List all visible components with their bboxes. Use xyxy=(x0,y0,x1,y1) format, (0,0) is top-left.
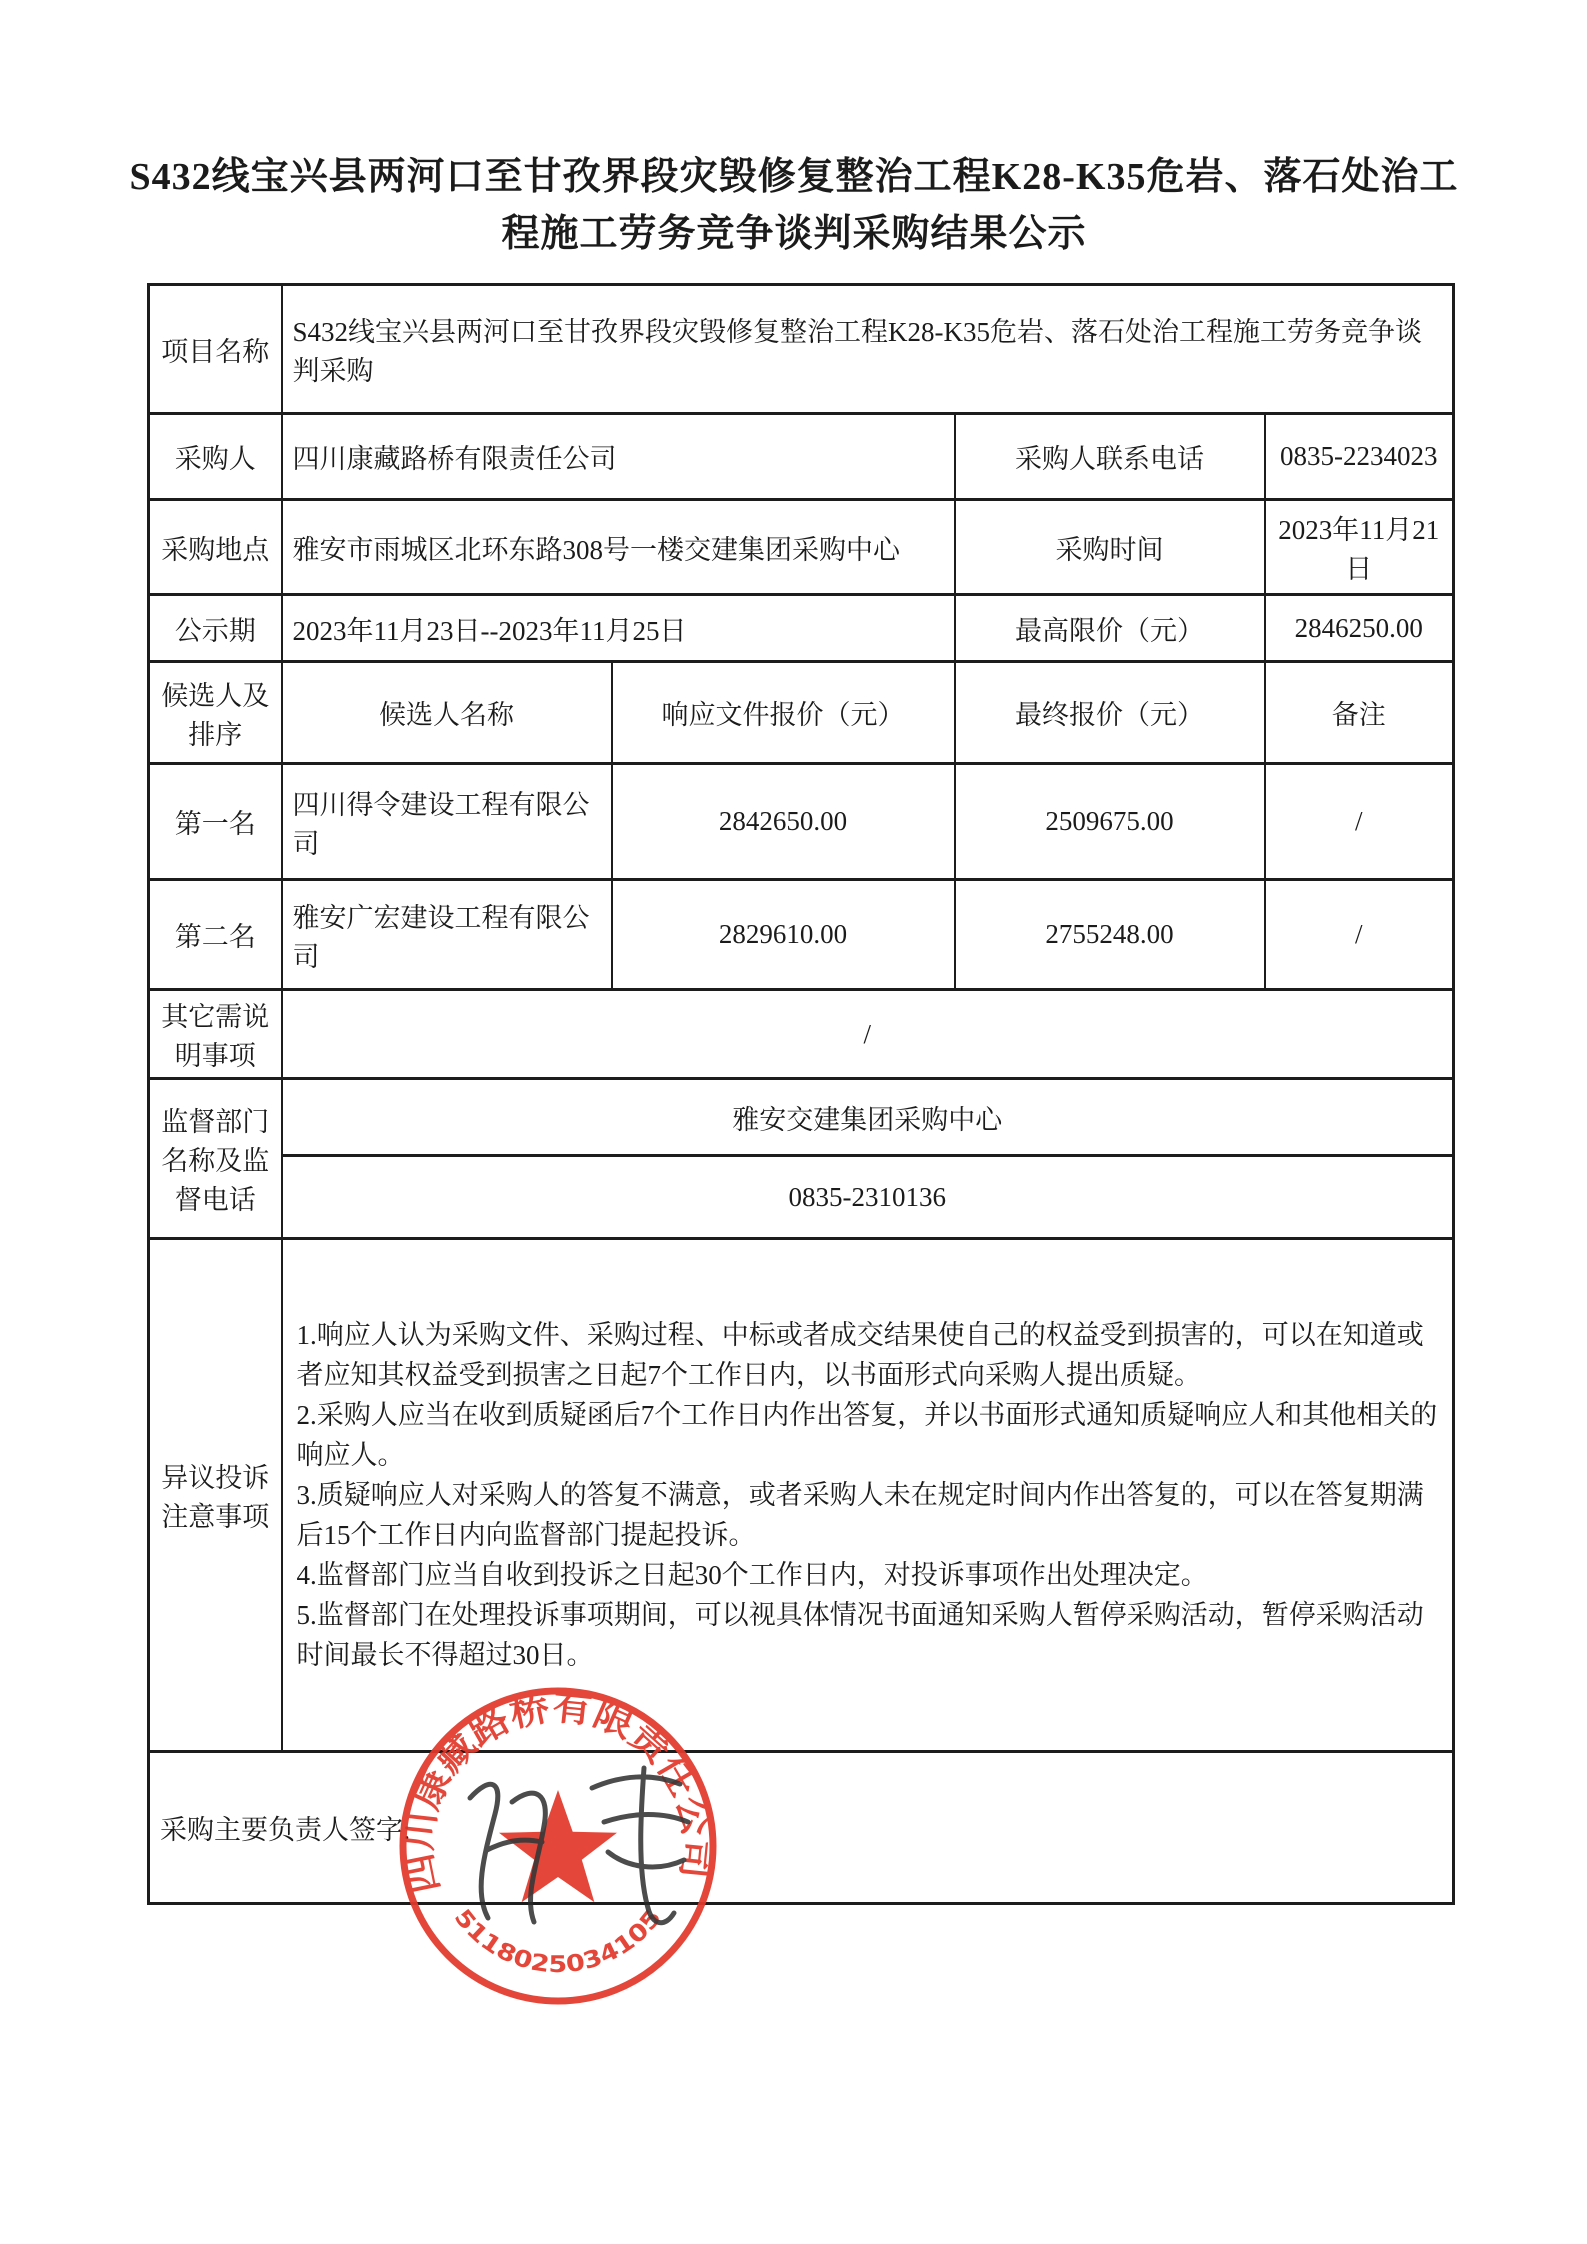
remark-column-header: 备注 xyxy=(1265,662,1454,764)
publicity-period-label: 公示期 xyxy=(149,595,282,662)
project-name-value: S432线宝兴县两河口至甘孜界段灾毁修复整治工程K28-K35危岩、落石处治工程施工劳务竞争谈判采购 xyxy=(282,285,1454,414)
objection-notice-content xyxy=(282,1239,1454,1752)
candidate-1-rank: 第一名 xyxy=(149,764,282,880)
candidate-2-final-price: 2755248.00 xyxy=(955,880,1265,990)
purchaser-phone-value: 0835-2234023 xyxy=(1265,414,1454,500)
seal-number-text: 5118025034105 xyxy=(448,1904,666,1979)
location-label: 采购地点 xyxy=(149,500,282,595)
candidate-1-remark: / xyxy=(1265,764,1454,880)
signature-label: 采购主要负责人签字: xyxy=(149,1752,1454,1904)
max-price-label: 最高限价（元） xyxy=(955,595,1265,662)
candidate-2-remark: / xyxy=(1265,880,1454,990)
table-row xyxy=(149,1156,1454,1239)
procurement-result-table xyxy=(147,283,1455,1905)
purchase-time-value: 2023年11月21日 xyxy=(1265,500,1454,595)
objection-item-3: 3.质疑响应人对采购人的答复不满意，或者采购人未在规定时间内作出答复的，可以在答复期满后15个工作日内向监督部门提起投诉。 xyxy=(296,1480,1424,1550)
other-notes-label: 其它需说明事项 xyxy=(149,990,282,1079)
seal-star-icon xyxy=(499,1790,617,1902)
other-notes-value: / xyxy=(282,990,1454,1079)
doc-price-column-header: 响应文件报价（元） xyxy=(612,662,955,764)
max-price-value: 2846250.00 xyxy=(1265,595,1454,662)
candidate-1-doc-price: 2842650.00 xyxy=(612,764,955,880)
objection-item-2: 2.采购人应当在收到质疑函后7个工作日内作出答复，并以书面形式通知质疑响应人和其他相关的响应人。 xyxy=(296,1400,1438,1470)
table-row xyxy=(149,990,1454,1079)
company-seal-stamp xyxy=(392,1680,726,2014)
table-row xyxy=(149,595,1454,662)
seal-company-text: 四川康藏路桥有限责任公司 xyxy=(398,1686,718,1897)
candidates-header-row xyxy=(149,662,1454,764)
candidate-2-name: 雅安广宏建设工程有限公司 xyxy=(282,880,612,990)
purchaser-value: 四川康藏路桥有限责任公司 xyxy=(282,414,955,500)
page-title: S432线宝兴县两河口至甘孜界段灾毁修复整治工程K28-K35危岩、落石处治工程施工劳务竞争谈判采购结果公示 xyxy=(129,156,1459,255)
candidate-1-final-price: 2509675.00 xyxy=(955,764,1265,880)
table-row xyxy=(149,500,1454,595)
objection-item-1: 1.响应人认为采购文件、采购过程、中标或者成交结果使自己的权益受到损害的，可以在知道或者应知其权益受到损害之日起7个工作日内，以书面形式向采购人提出质疑。 xyxy=(296,1320,1424,1390)
project-name-label: 项目名称 xyxy=(149,285,282,414)
rank-column-header: 候选人及排序 xyxy=(149,662,282,764)
objection-notice-label: 异议投诉注意事项 xyxy=(149,1239,282,1752)
table-row xyxy=(149,285,1454,414)
supervisor-phone-value: 0835-2310136 xyxy=(282,1156,1454,1239)
candidate-row-2 xyxy=(149,880,1454,990)
objection-item-5: 5.监督部门在处理投诉事项期间，可以视具体情况书面通知采购人暂停采购活动，暂停采购活动时间最长不得超过30日。 xyxy=(296,1600,1424,1670)
supervisor-name-value: 雅安交建集团采购中心 xyxy=(282,1079,1454,1156)
supervisor-label: 监督部门名称及监督电话 xyxy=(149,1079,282,1239)
location-value: 雅安市雨城区北环东路308号一楼交建集团采购中心 xyxy=(282,500,955,595)
publicity-period-value: 2023年11月23日--2023年11月25日 xyxy=(282,595,955,662)
candidate-1-name: 四川得令建设工程有限公司 xyxy=(282,764,612,880)
purchaser-phone-label: 采购人联系电话 xyxy=(955,414,1265,500)
objection-notice-row xyxy=(149,1239,1454,1752)
candidate-name-column-header: 候选人名称 xyxy=(282,662,612,764)
candidate-2-rank: 第二名 xyxy=(149,880,282,990)
signature-row xyxy=(149,1752,1454,1904)
candidate-row-1 xyxy=(149,764,1454,880)
objection-item-4: 4.监督部门应当自收到投诉之日起30个工作日内，对投诉事项作出处理决定。 xyxy=(296,1560,1208,1590)
purchase-time-label: 采购时间 xyxy=(955,500,1265,595)
candidate-2-doc-price: 2829610.00 xyxy=(612,880,955,990)
final-price-column-header: 最终报价（元） xyxy=(955,662,1265,764)
table-row xyxy=(149,414,1454,500)
purchaser-label: 采购人 xyxy=(149,414,282,500)
table-row xyxy=(149,1079,1454,1156)
